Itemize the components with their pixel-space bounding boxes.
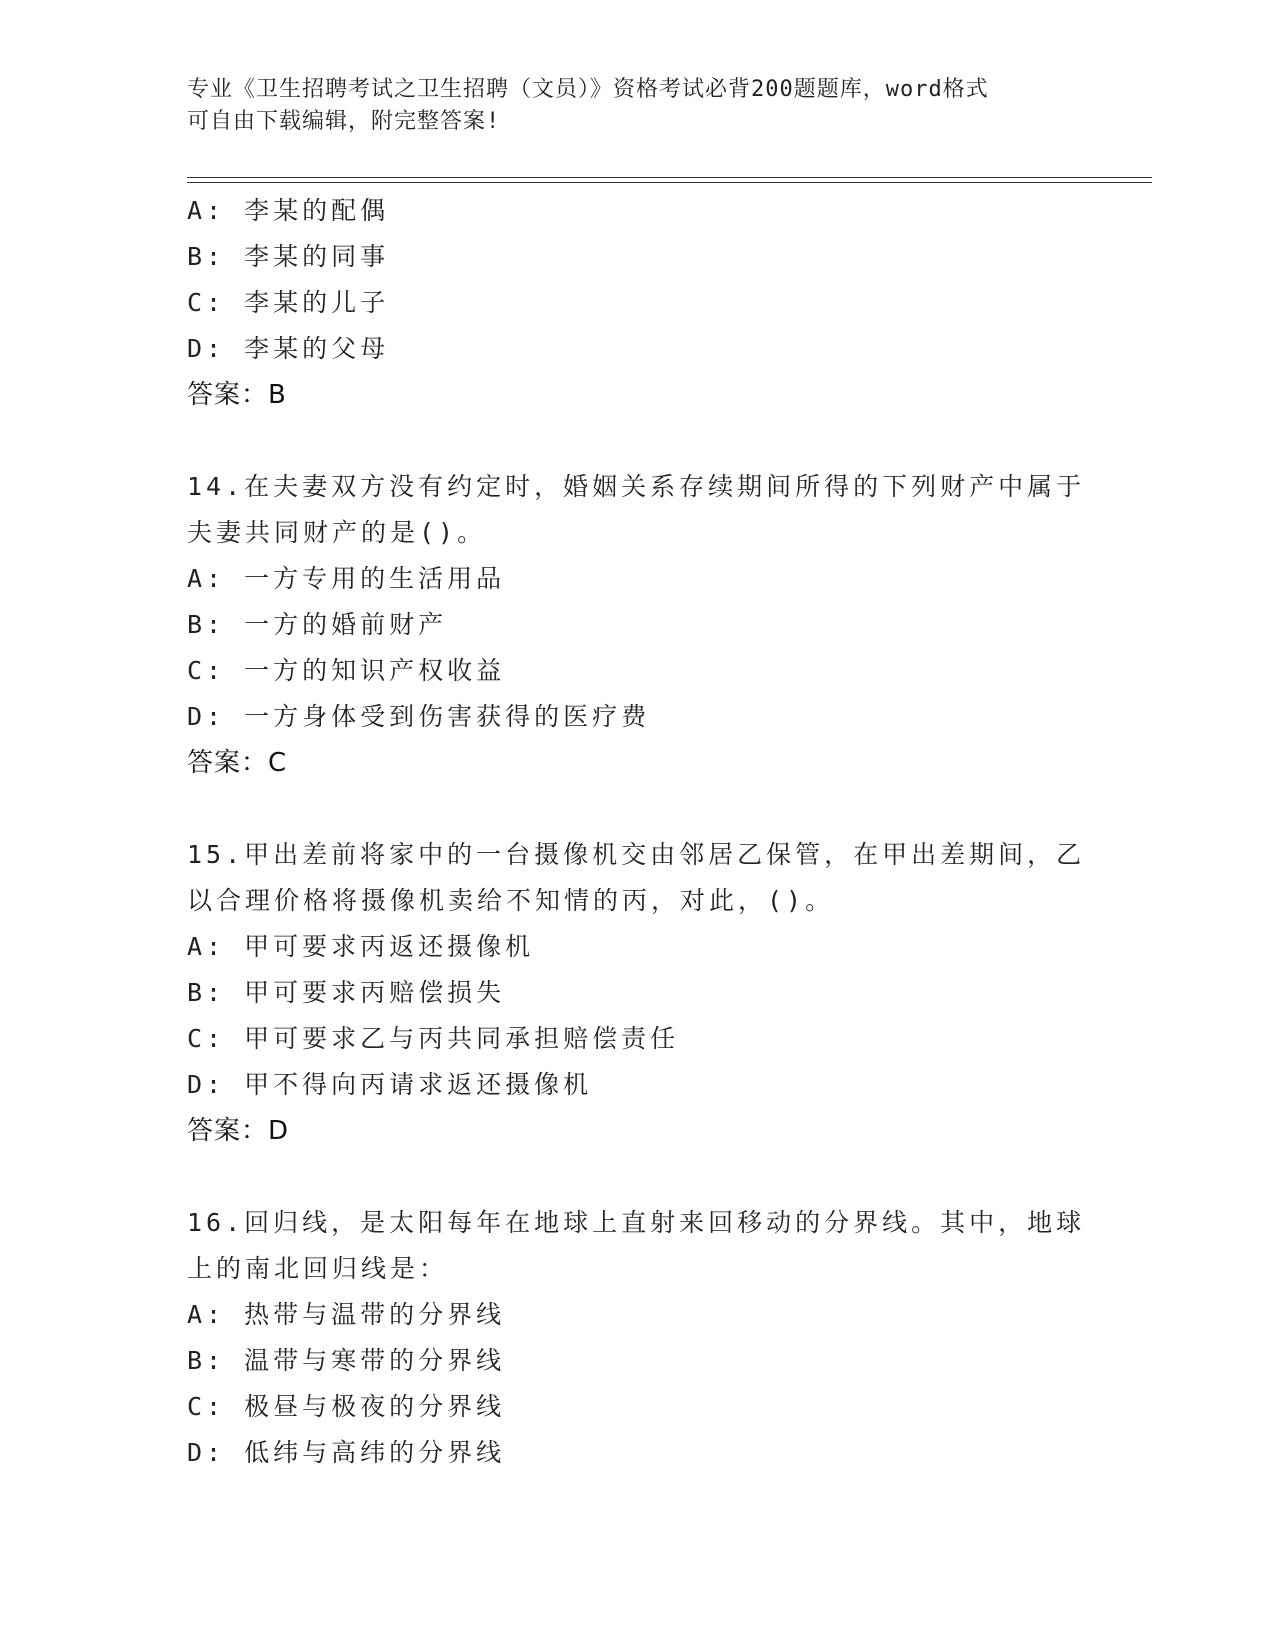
option-a: A: 李某的配偶 [187, 196, 390, 225]
question-text-line-2: 以合理价格将摄像机卖给不知情的丙，对此，()。 [187, 886, 835, 915]
question-text-line-1: 16.回归线，是太阳每年在地球上直射来回移动的分界线。其中，地球 [187, 1208, 1086, 1237]
option-d: D: 低纬与高纬的分界线 [187, 1438, 506, 1467]
option-a: A: 热带与温带的分界线 [187, 1300, 506, 1329]
header-rule-bottom [187, 182, 1152, 183]
question-14 [187, 464, 1087, 786]
option-c: C: 甲可要求乙与丙共同承担赔偿责任 [187, 1024, 680, 1053]
question-16 [187, 1200, 1087, 1476]
question-text-line-1: 15.甲出差前将家中的一台摄像机交由邻居乙保管，在甲出差期间，乙 [187, 840, 1086, 869]
option-a: A: 一方专用的生活用品 [187, 564, 506, 593]
question-13-continuation [187, 188, 1087, 418]
document-header [187, 74, 1067, 138]
option-c: C: 李某的儿子 [187, 288, 390, 317]
question-text-line-2: 上的南北回归线是： [187, 1254, 449, 1283]
option-b: B: 甲可要求丙赔偿损失 [187, 978, 506, 1007]
option-c: C: 极昼与极夜的分界线 [187, 1392, 506, 1421]
option-d: D: 甲不得向丙请求返还摄像机 [187, 1070, 593, 1099]
header-line-2: 可自由下载编辑，附完整答案! [187, 109, 501, 134]
header-line-1: 专业《卫生招聘考试之卫生招聘（文员）》资格考试必背200题题库，word格式 [187, 77, 989, 102]
option-b: B: 一方的婚前财产 [187, 610, 448, 639]
answer-line: 答案：D [187, 1116, 290, 1146]
question-text-line-1: 14.在夫妻双方没有约定时，婚姻关系存续期间所得的下列财产中属于 [187, 472, 1086, 501]
option-b: B: 温带与寒带的分界线 [187, 1346, 506, 1375]
option-a: A: 甲可要求丙返还摄像机 [187, 932, 535, 961]
option-d: D: 一方身体受到伤害获得的医疗费 [187, 702, 651, 731]
option-c: C: 一方的知识产权收益 [187, 656, 506, 685]
header-rule-top [187, 177, 1152, 178]
question-text-line-2: 夫妻共同财产的是()。 [187, 518, 487, 547]
answer-line: 答案：B [187, 380, 287, 410]
answer-line: 答案：C [187, 748, 288, 778]
option-b: B: 李某的同事 [187, 242, 390, 271]
option-d: D: 李某的父母 [187, 334, 390, 363]
question-15 [187, 832, 1087, 1154]
document-body [187, 188, 1087, 1476]
